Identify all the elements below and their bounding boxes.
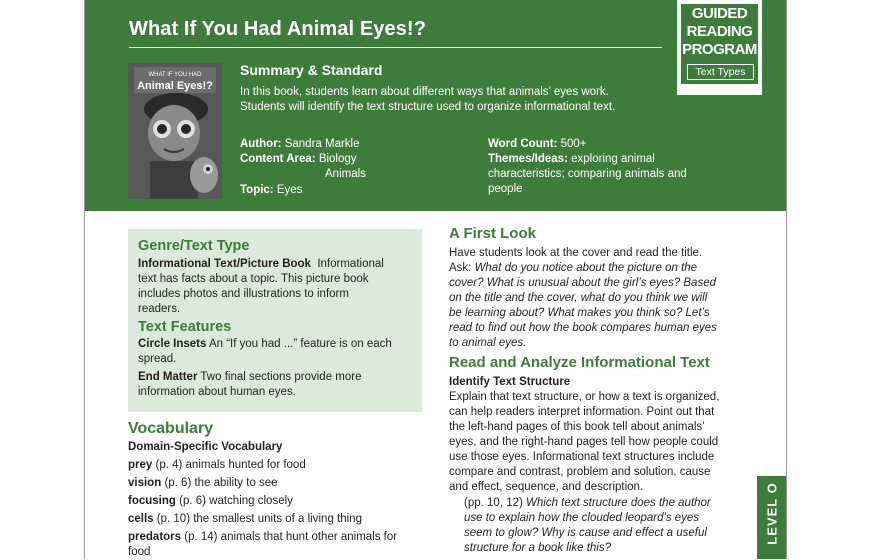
themes-value-3: people <box>488 183 523 195</box>
genre-text <box>138 257 418 317</box>
first-look-line-5: be learning about? What makes you think so? Let’s <box>449 307 710 319</box>
genre-line-4: readers. <box>138 303 181 315</box>
author-label: Author: <box>240 138 282 150</box>
summary-heading: Summary & Standard <box>240 62 383 78</box>
vocab-item-cells <box>128 512 362 527</box>
analyze-subheading: Identify Text Structure <box>449 376 571 388</box>
logo-line-4: Text Types <box>687 64 754 80</box>
analyze-text <box>449 390 749 495</box>
analyze-line-1: Explain that text structure, or how a text is organized, <box>449 391 720 403</box>
guided-reading-logo <box>677 0 762 95</box>
vocab-def: (p. 4) animals hunted for food <box>155 459 306 471</box>
themes-value-2: characteristics; comparing animals and <box>488 168 687 180</box>
first-look-text <box>449 246 749 351</box>
vocab-item-predators <box>128 530 397 545</box>
circle-insets-text-2: spread. <box>138 353 177 365</box>
vocab-def: (p. 6) the ability to see <box>164 477 278 489</box>
genre-line-3: includes photos and illustrations to inform <box>138 288 349 300</box>
end-matter-text-2: information about human eyes. <box>138 386 296 398</box>
genre-line-2: text has facts about a topic. This picture book <box>138 273 369 285</box>
analyze-line-6: compare and contrast, problem and solution, cause <box>449 466 711 478</box>
topic-value: Eyes <box>276 184 303 196</box>
genre-line-1: Informational <box>317 258 384 270</box>
cover-title-line-2: Animal Eyes!? <box>137 80 213 92</box>
end-matter-text: Two final sections provide more <box>200 371 362 383</box>
content-area-label: Content Area: <box>240 153 316 165</box>
vocab-term: prey <box>128 459 153 471</box>
analyze-line-4: eyes, and the right-hand pages tell how people could <box>449 436 719 448</box>
question-pages: (pp. 10, 12) <box>464 497 523 509</box>
question-line-2: use to explain how the clouded leopard’s eyes <box>464 512 700 524</box>
circle-insets-text: An “If you had ...” feature is on each <box>208 338 392 350</box>
word-count-field <box>488 137 587 152</box>
summary-text <box>240 85 670 115</box>
vocab-item-predators-cont: food <box>128 546 151 558</box>
question-line-1: Which text structure does the author <box>526 497 711 509</box>
analyze-heading: Read and Analyze Informational Text <box>449 354 710 371</box>
vocab-def: (p. 10) the smallest units of a living thing <box>156 513 362 525</box>
text-features-item-2 <box>138 370 418 400</box>
vocab-term: focusing <box>128 495 176 507</box>
topic-label: Topic: <box>240 184 274 196</box>
level-tab <box>757 476 786 559</box>
first-look-line-4: on the title and the cover, what do you think we will <box>449 292 708 304</box>
vocab-item-prey <box>128 458 306 473</box>
logo-line-1: GUIDED <box>691 5 748 22</box>
end-matter-label: End Matter <box>138 371 198 383</box>
vocab-term: predators <box>128 531 182 543</box>
vocabulary-heading: Vocabulary <box>128 420 214 437</box>
vocab-item-vision <box>128 476 278 491</box>
content-area-value-1: Biology <box>318 153 357 165</box>
topic-field <box>240 183 302 198</box>
word-count-label: Word Count: <box>488 138 558 150</box>
analyze-line-5: use those eyes. Informational text structures include <box>449 451 715 463</box>
first-look-line-2: What do you notice about the picture on the <box>474 262 698 274</box>
summary-line-1: In this book, students learn about different ways that animals’ eyes work. <box>240 86 609 98</box>
vocab-def: (p. 14) animals that hunt other animals for <box>184 531 398 543</box>
question-line-4: structure for a book like this? <box>464 542 612 554</box>
themes-label: Themes/Ideas: <box>488 153 568 165</box>
first-look-line-1: Have students look at the cover and read the title. <box>449 247 703 259</box>
content-area-field <box>240 152 357 167</box>
first-look-line-7: to animal eyes. <box>449 337 527 349</box>
title-divider <box>129 47 662 48</box>
analyze-question <box>464 496 754 556</box>
analyze-line-2: can help readers interpret information. Point out that <box>449 406 715 418</box>
vocab-item-focusing <box>128 494 293 509</box>
author-value: Sandra Markle <box>284 138 360 150</box>
summary-line-2: Students will identify the text structure used to organize informational text. <box>240 101 616 113</box>
page-title: What If You Had Animal Eyes!? <box>129 18 427 40</box>
question-line-3: seem to glow? Why is cause and effect a useful <box>464 527 707 539</box>
genre-lead: Informational Text/Picture Book <box>138 258 311 270</box>
analyze-line-3: the left-hand pages of this book tell about animals’ <box>449 421 705 433</box>
logo-line-2: READING <box>686 23 753 40</box>
content-area-value-2: Animals <box>325 168 366 180</box>
vocab-def: (p. 6) watching closely <box>179 495 293 507</box>
page-edge-right <box>786 0 787 559</box>
vocab-term: cells <box>128 513 154 525</box>
first-look-heading: A First Look <box>449 225 536 242</box>
cover-illustration <box>128 63 222 199</box>
word-count-value: 500+ <box>560 138 587 150</box>
circle-insets-label: Circle Insets <box>138 338 207 350</box>
genre-heading: Genre/Text Type <box>138 238 250 254</box>
text-features-item-1 <box>138 337 418 367</box>
cover-title-line-1: WHAT IF YOU HAD <box>148 72 202 78</box>
vocab-term: vision <box>128 477 162 489</box>
first-look-ask: Ask: <box>449 262 472 274</box>
level-label: LEVEL O <box>764 482 780 545</box>
logo-line-3: PROGRAM <box>682 41 757 58</box>
analyze-line-7: and effect, sequence, and description. <box>449 481 644 493</box>
book-cover-image <box>128 63 222 199</box>
vocabulary-subheading: Domain-Specific Vocabulary <box>128 441 283 453</box>
themes-value-1: exploring animal <box>571 153 655 165</box>
first-look-line-3: cover? What is unusual about the girl’s eyes? Based <box>449 277 716 289</box>
themes-field <box>488 152 728 197</box>
text-features-heading: Text Features <box>138 319 232 335</box>
author-field <box>240 137 360 152</box>
first-look-line-6: read to find out how the book compares human eyes <box>449 322 717 334</box>
